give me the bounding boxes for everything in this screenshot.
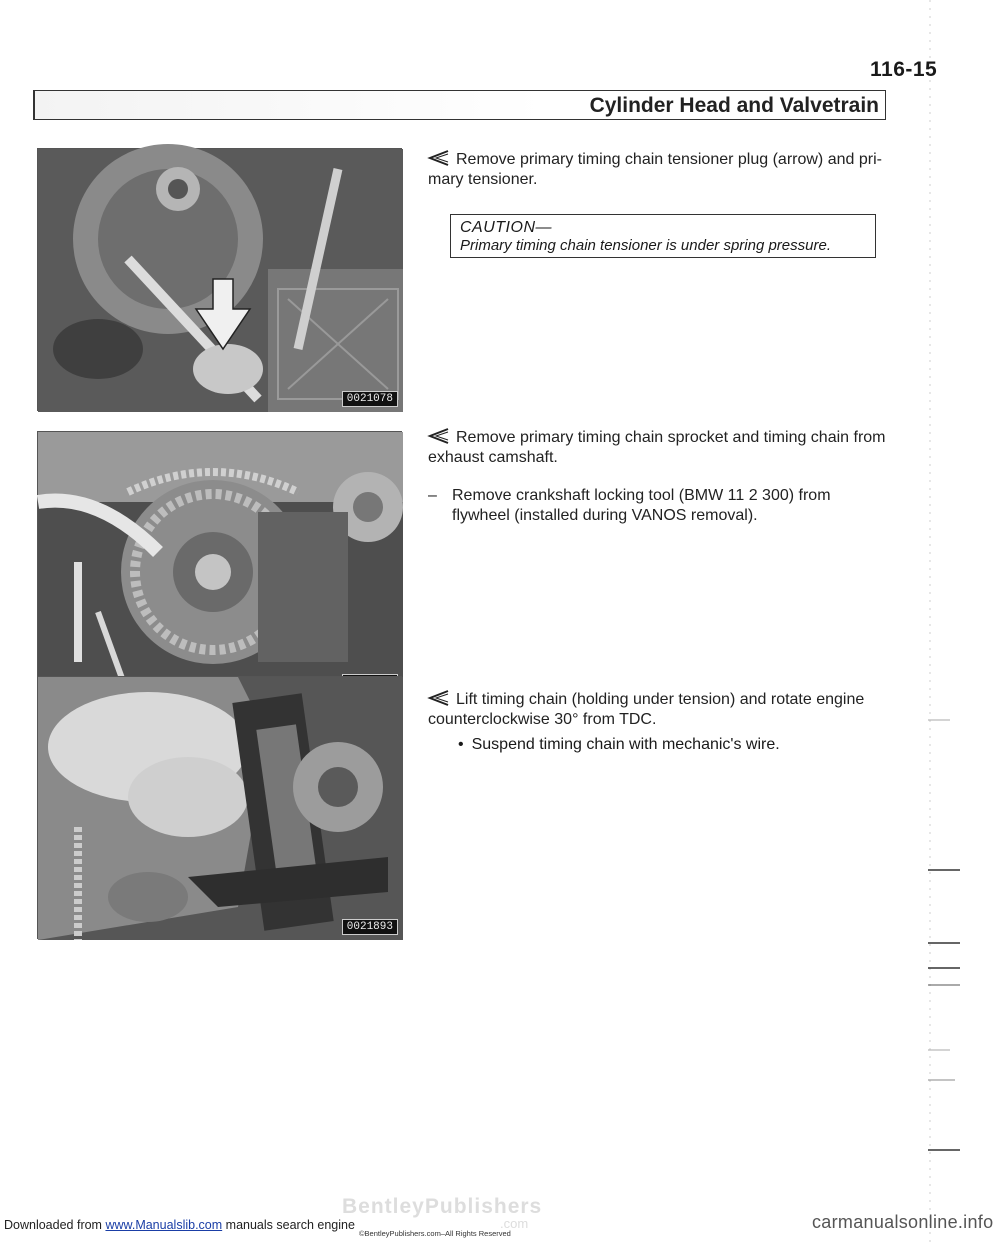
bullet-text: Suspend timing chain with mechanic's wire. bbox=[471, 736, 780, 753]
figure-id: 0021078 bbox=[342, 391, 398, 407]
photo-lift-chain bbox=[37, 676, 402, 939]
step-text: Remove crankshaft locking tool (BMW 11 2 300) from bbox=[452, 487, 831, 504]
publisher-watermark-suffix: .com bbox=[500, 1216, 529, 1231]
step-text: Remove primary timing chain sprocket and timing chain from bbox=[456, 429, 886, 446]
pointer-icon bbox=[428, 150, 450, 166]
step-lift-chain bbox=[428, 690, 888, 730]
download-prefix: Downloaded from bbox=[4, 1218, 102, 1232]
pointer-icon bbox=[428, 690, 450, 706]
step-text: Lift timing chain (holding under tension) and rotate engine bbox=[456, 691, 865, 708]
site-watermark: carmanualsonline.info bbox=[812, 1212, 993, 1232]
caution-text: Primary timing chain tensioner is under spring pressure. bbox=[460, 237, 831, 254]
step-text: Remove primary timing chain tensioner plug (arrow) and pri- bbox=[456, 151, 882, 168]
photo-tensioner-plug bbox=[37, 148, 402, 411]
figure-id: 0021893 bbox=[342, 919, 398, 935]
step-text-cont: flywheel (installed during VANOS removal). bbox=[452, 507, 758, 524]
pointer-icon bbox=[428, 428, 450, 444]
step-remove-tensioner bbox=[428, 150, 888, 190]
margin-marks bbox=[920, 0, 960, 1242]
step-text-cont: counterclockwise 30° from TDC. bbox=[428, 711, 657, 728]
step-remove-locking-tool bbox=[428, 486, 888, 526]
copyright-notice: ©BentleyPublishers.com–All Rights Reserved bbox=[359, 1229, 511, 1238]
step-text-cont: mary tensioner. bbox=[428, 171, 538, 188]
page-number: 116-15 bbox=[870, 58, 938, 81]
caution-label: CAUTION— bbox=[460, 219, 552, 236]
download-notice bbox=[4, 1218, 355, 1232]
publisher-watermark: BentleyPublishers bbox=[342, 1195, 543, 1218]
download-suffix: manuals search engine bbox=[225, 1218, 355, 1232]
manualslib-link[interactable]: www.Manualslib.com bbox=[105, 1218, 223, 1232]
section-title: Cylinder Head and Valvetrain bbox=[589, 94, 879, 117]
photo-chain-sprocket bbox=[37, 431, 402, 694]
step-remove-sprocket bbox=[428, 428, 888, 468]
bullet-suspend-chain bbox=[458, 736, 780, 754]
section-header bbox=[33, 90, 886, 120]
step-text-cont: exhaust camshaft. bbox=[428, 449, 558, 466]
bullet-dot: • bbox=[458, 736, 464, 753]
caution-box bbox=[450, 214, 876, 258]
dash-bullet: – bbox=[428, 487, 437, 504]
